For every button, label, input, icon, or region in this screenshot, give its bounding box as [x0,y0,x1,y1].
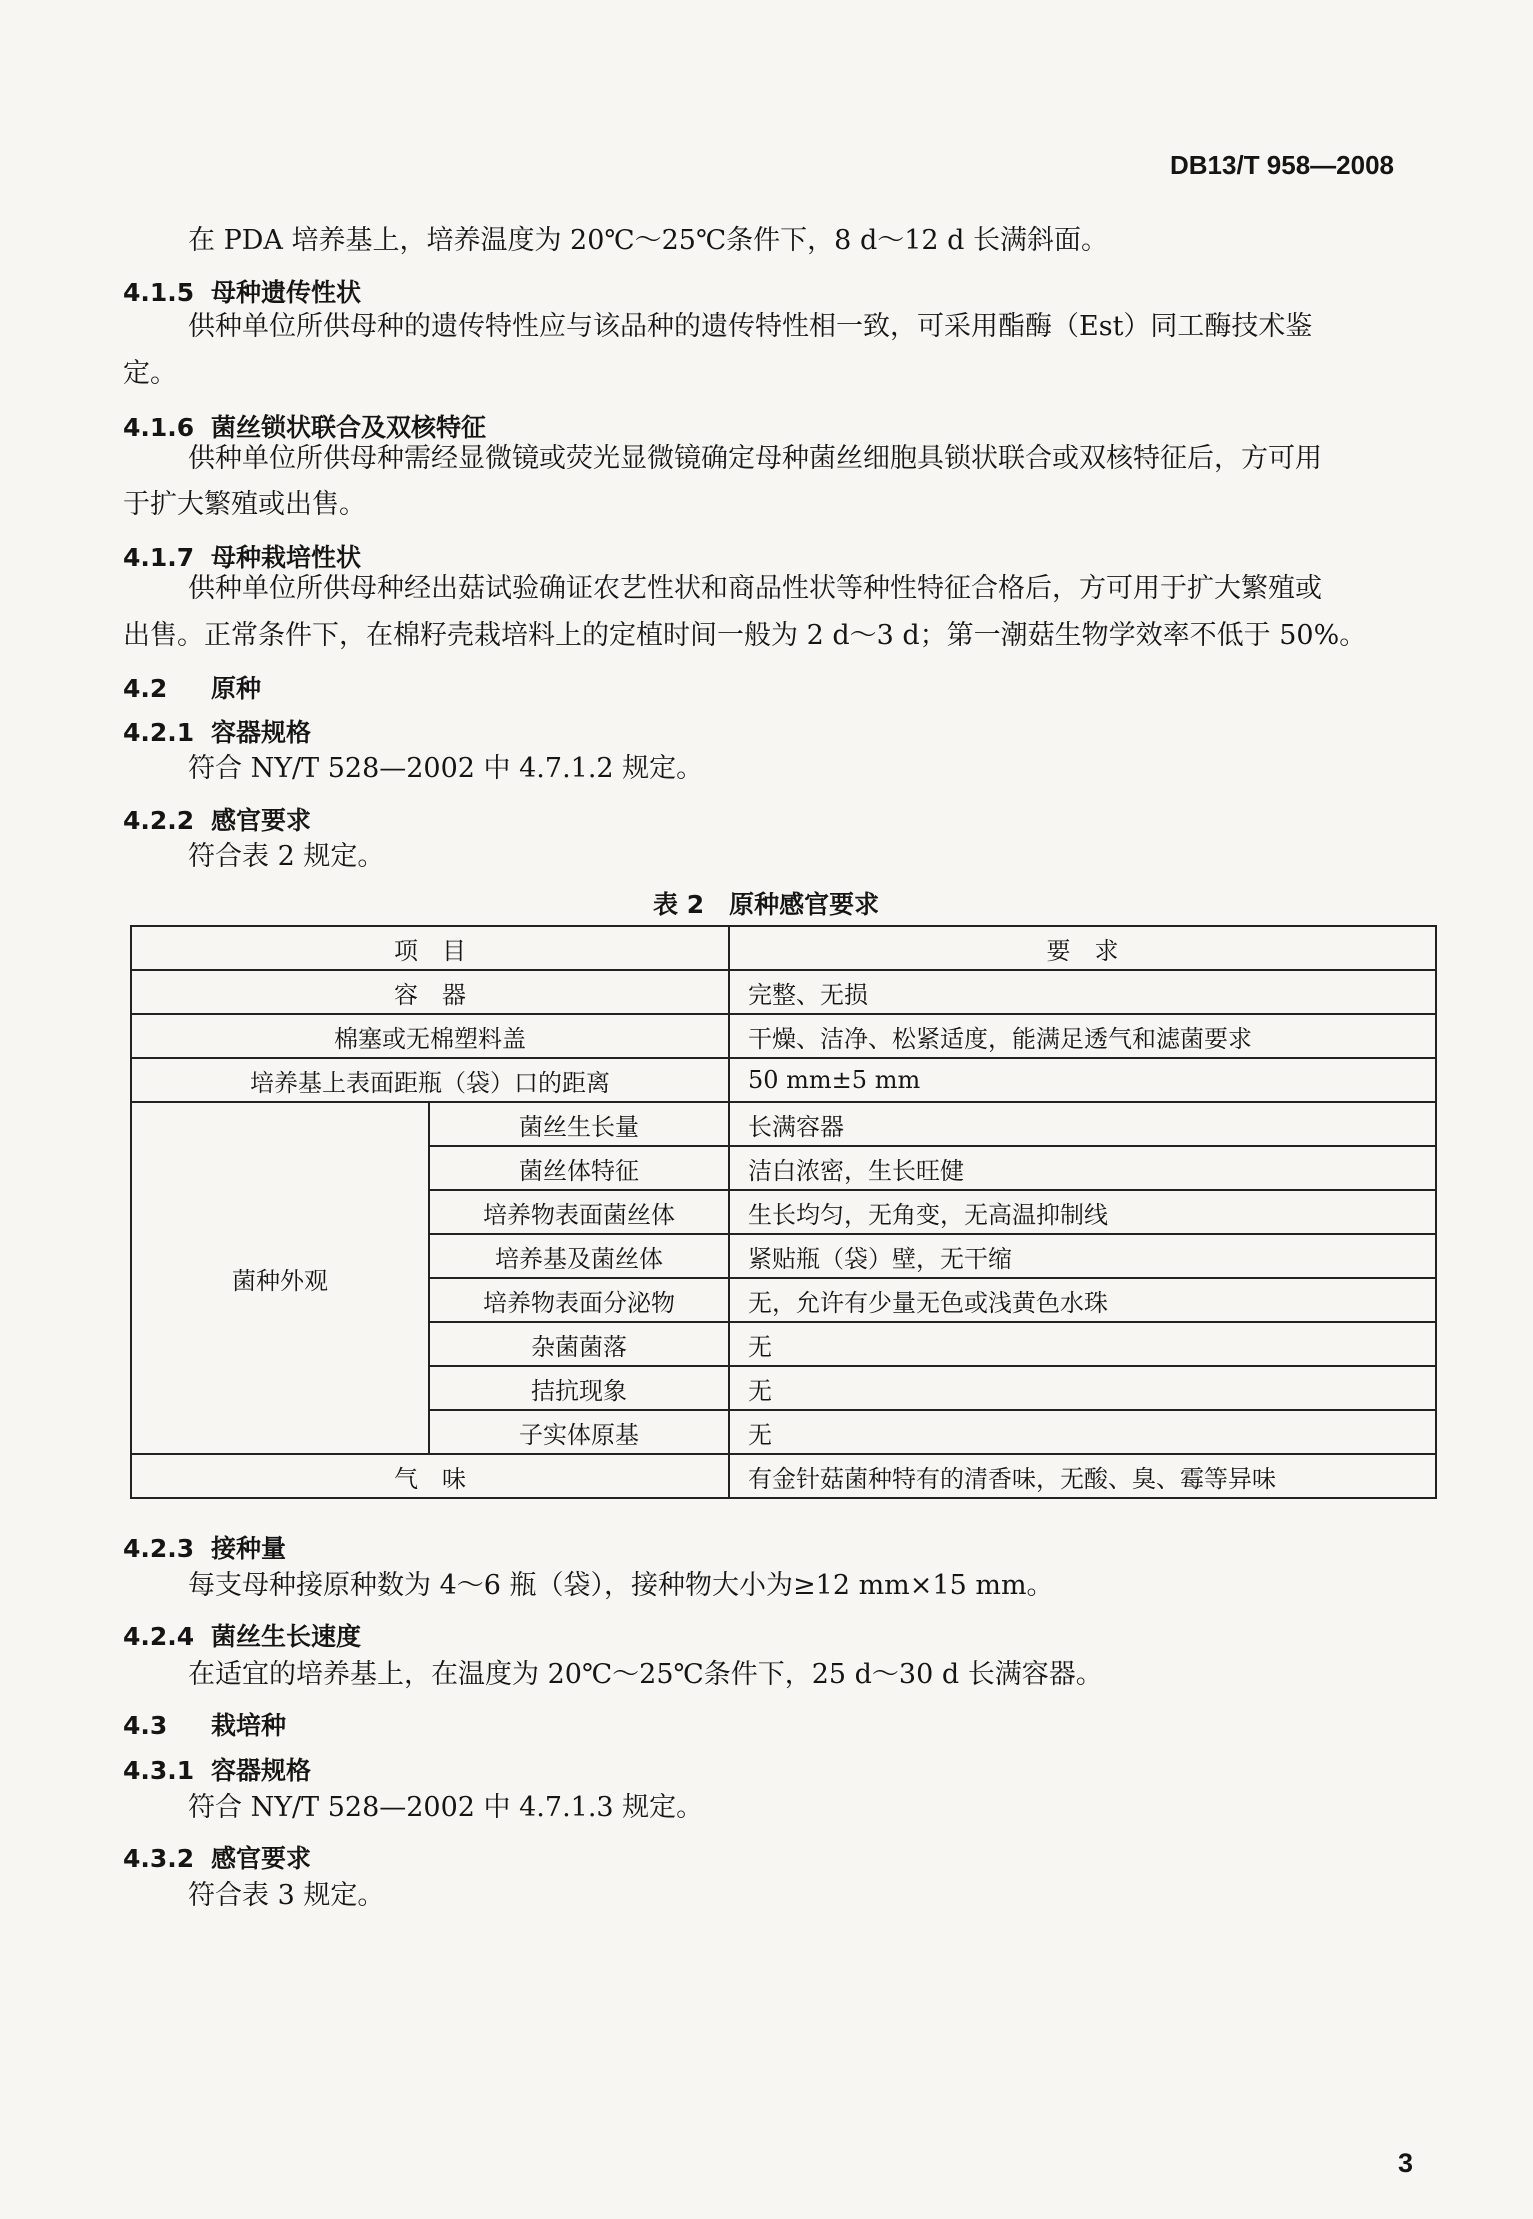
paragraph-4-2-3: 每支母种接原种数为 4～6 瓶（袋），接种物大小为≥12 mm×15 mm。 [188,1570,1054,1601]
section-number: 4.1.5 [123,278,195,307]
table-row [131,1014,1436,1058]
item-cell: 培养基上表面距瓶（袋）口的距离 [131,1058,729,1102]
section-number: 4.3.1 [123,1756,195,1785]
section-4-1-6 [123,408,486,444]
paragraph-4-2-1: 符合 NY/T 528—2002 中 4.7.1.2 规定。 [188,753,704,784]
requirement-cell: 紧贴瓶（袋）壁，无干缩 [729,1234,1436,1278]
section-4-2-4 [123,1617,361,1653]
section-4-3 [123,1706,286,1742]
section-number: 4.2.4 [123,1622,195,1651]
requirement-cell: 50 mm±5 mm [729,1058,1436,1102]
paragraph-4-1-7-line2: 出售。正常条件下，在棉籽壳栽培料上的定植时间一般为 2 d～3 d；第一潮菇生物学效率不低于 50%。 [123,620,1367,651]
item-cell: 气 味 [131,1454,729,1498]
requirement-cell: 无 [729,1366,1436,1410]
section-4-1-5 [123,273,361,309]
requirement-cell: 无 [729,1322,1436,1366]
paragraph-4-1-7-line1: 供种单位所供母种经出菇试验确证农艺性状和商品性状等种性特征合格后，方可用于扩大繁殖或 [188,573,1322,604]
item-cell: 培养物表面菌丝体 [429,1190,729,1234]
item-cell: 菌丝生长量 [429,1102,729,1146]
section-title: 母种遗传性状 [211,278,362,307]
section-number: 4.3 [123,1711,168,1740]
requirement-cell: 完整、无损 [729,970,1436,1014]
requirement-cell: 有金针菇菌种特有的清香味，无酸、臭、霉等异味 [729,1454,1436,1498]
section-4-1-7 [123,538,361,574]
page-number: 3 [1398,2148,1414,2178]
table-row [131,970,1436,1014]
requirement-cell: 长满容器 [729,1102,1436,1146]
section-4-3-1 [123,1751,311,1787]
requirement-cell: 干燥、洁净、松紧适度，能满足透气和滤菌要求 [729,1014,1436,1058]
header-item: 项 目 [131,926,729,970]
section-title: 感官要求 [211,806,312,835]
section-number: 4.3.2 [123,1844,195,1873]
section-number: 4.1.7 [123,543,195,572]
requirement-cell: 洁白浓密，生长旺健 [729,1146,1436,1190]
section-number: 4.2.3 [123,1534,195,1563]
section-number: 4.1.6 [123,413,195,442]
paragraph-4-1-6-line2: 于扩大繁殖或出售。 [123,489,366,520]
paragraph-4-2-2: 符合表 2 规定。 [188,841,385,872]
item-cell: 杂菌菌落 [429,1322,729,1366]
section-title: 感官要求 [211,1844,312,1873]
paragraph-pda: 在 PDA 培养基上，培养温度为 20℃～25℃条件下，8 d～12 d 长满斜面。 [188,225,1109,256]
table-row [131,1102,1436,1146]
table-2 [130,925,1437,1499]
item-cell: 培养基及菌丝体 [429,1234,729,1278]
paragraph-4-2-4: 在适宜的培养基上，在温度为 20℃～25℃条件下，25 d～30 d 长满容器。 [188,1659,1103,1690]
section-number: 4.2.1 [123,718,195,747]
header-requirement: 要 求 [729,926,1436,970]
section-4-2-3 [123,1529,286,1565]
section-4-2-1 [123,713,311,749]
paragraph-4-1-5-line2: 定。 [123,358,177,389]
item-cell: 拮抗现象 [429,1366,729,1410]
section-4-2 [123,669,261,705]
section-title: 原种 [211,674,262,703]
section-number: 4.2 [123,674,168,703]
item-cell: 棉塞或无棉塑料盖 [131,1014,729,1058]
section-title: 接种量 [211,1534,287,1563]
item-cell: 容 器 [131,970,729,1014]
requirement-cell: 生长均匀，无角变，无高温抑制线 [729,1190,1436,1234]
section-4-3-2 [123,1839,311,1875]
section-title: 菌丝锁状联合及双核特征 [211,413,487,442]
item-cell: 培养物表面分泌物 [429,1278,729,1322]
section-title: 母种栽培性状 [211,543,362,572]
table-row [131,1454,1436,1498]
item-cell: 菌丝体特征 [429,1146,729,1190]
section-title: 容器规格 [211,718,312,747]
section-title: 栽培种 [211,1711,287,1740]
paragraph-4-3-2: 符合表 3 规定。 [188,1880,385,1911]
paragraph-4-3-1: 符合 NY/T 528—2002 中 4.7.1.3 规定。 [188,1792,704,1823]
document-standard-number: DB13/T 958—2008 [1170,150,1395,180]
paragraph-4-1-6-line1: 供种单位所供母种需经显微镜或荧光显微镜确定母种菌丝细胞具锁状联合或双核特征后，方可用 [188,443,1322,474]
group-cell: 菌种外观 [131,1102,429,1454]
section-4-2-2 [123,801,311,837]
table-header-row [131,926,1436,970]
section-number: 4.2.2 [123,806,195,835]
table-row [131,1058,1436,1102]
paragraph-4-1-5-line1: 供种单位所供母种的遗传特性应与该品种的遗传特性相一致，可采用酯酶（Est）同工酶技术鉴 [188,311,1313,342]
requirement-cell: 无 [729,1410,1436,1454]
section-title: 菌丝生长速度 [211,1622,362,1651]
table-2-caption: 表 2 原种感官要求 [653,890,880,919]
item-cell: 子实体原基 [429,1410,729,1454]
requirement-cell: 无，允许有少量无色或浅黄色水珠 [729,1278,1436,1322]
section-title: 容器规格 [211,1756,312,1785]
